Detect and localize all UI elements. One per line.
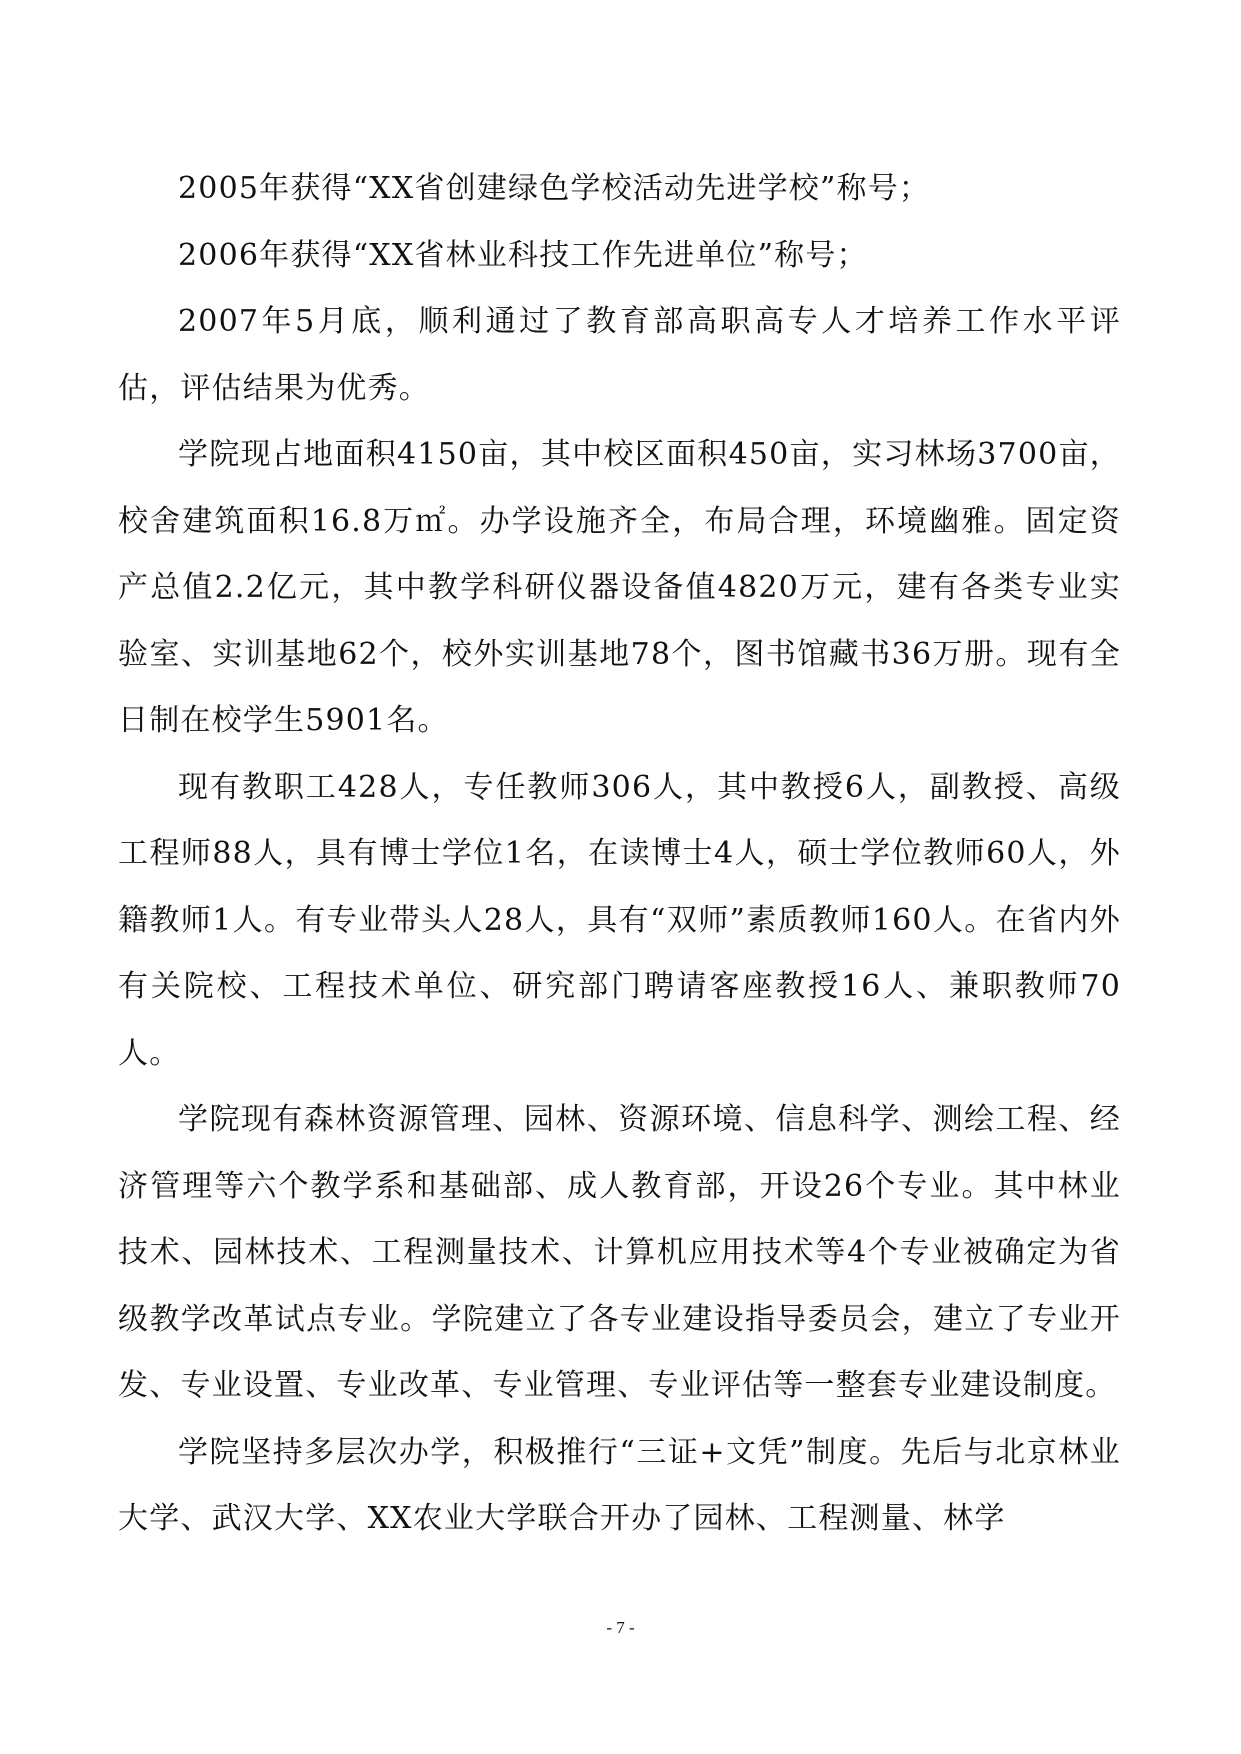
paragraph-award-2005: 2005年获得“XX省创建绿色学校活动先进学校”称号； xyxy=(178,171,931,206)
paragraph-campus-facilities: 学院现占地面积4150亩，其中校区面积450亩，实习林场3700亩，校舍建筑面积16.8万㎡。办学设施齐全，布局合理，环境幽雅。固定资产总值2.2亿元，其中教学科研仪器设备值4820万元，建有各类专业实验室、实训基地62个，校外实训基地78个，图书馆藏书36万册。现有全日制在校学生5901名。 xyxy=(118,437,1121,738)
page-number: - 7 - xyxy=(606,1618,635,1637)
page-body xyxy=(118,156,1121,1553)
paragraph-departments-majors: 学院现有森林资源管理、园林、资源环境、信息科学、测绘工程、经济管理等六个教学系和基础部、成人教育部，开设26个专业。其中林业技术、园林技术、工程测量技术、计算机应用技术等4个专业被确定为省级教学改革试点专业。学院建立了各专业建设指导委员会，建立了专业开发、专业设置、专业改革、专业管理、专业评估等一整套专业建设制度。 xyxy=(118,1102,1121,1403)
paragraph-faculty: 现有教职工428人，专任教师306人，其中教授6人，副教授、高级工程师88人，具有博士学位1名，在读博士4人，硕士学位教师60人，外籍教师1人。有专业带头人28人，具有“双师”素质教师160人。在省内外有关院校、工程技术单位、研究部门聘请客座教授16人、兼职教师70人。 xyxy=(118,769,1121,1071)
paragraph-award-2006: 2006年获得“XX省林业科技工作先进单位”称号； xyxy=(178,237,868,273)
paragraph-joint-programs: 学院坚持多层次办学，积极推行“三证+文凭”制度。先后与北京林业大学、武汉大学、XX农业大学联合开办了园林、工程测量、林学 xyxy=(118,1434,1121,1536)
paragraph-evaluation-2007: 2007年5月底，顺利通过了教育部高职高专人才培养工作水平评估，评估结果为优秀。 xyxy=(118,304,1121,406)
